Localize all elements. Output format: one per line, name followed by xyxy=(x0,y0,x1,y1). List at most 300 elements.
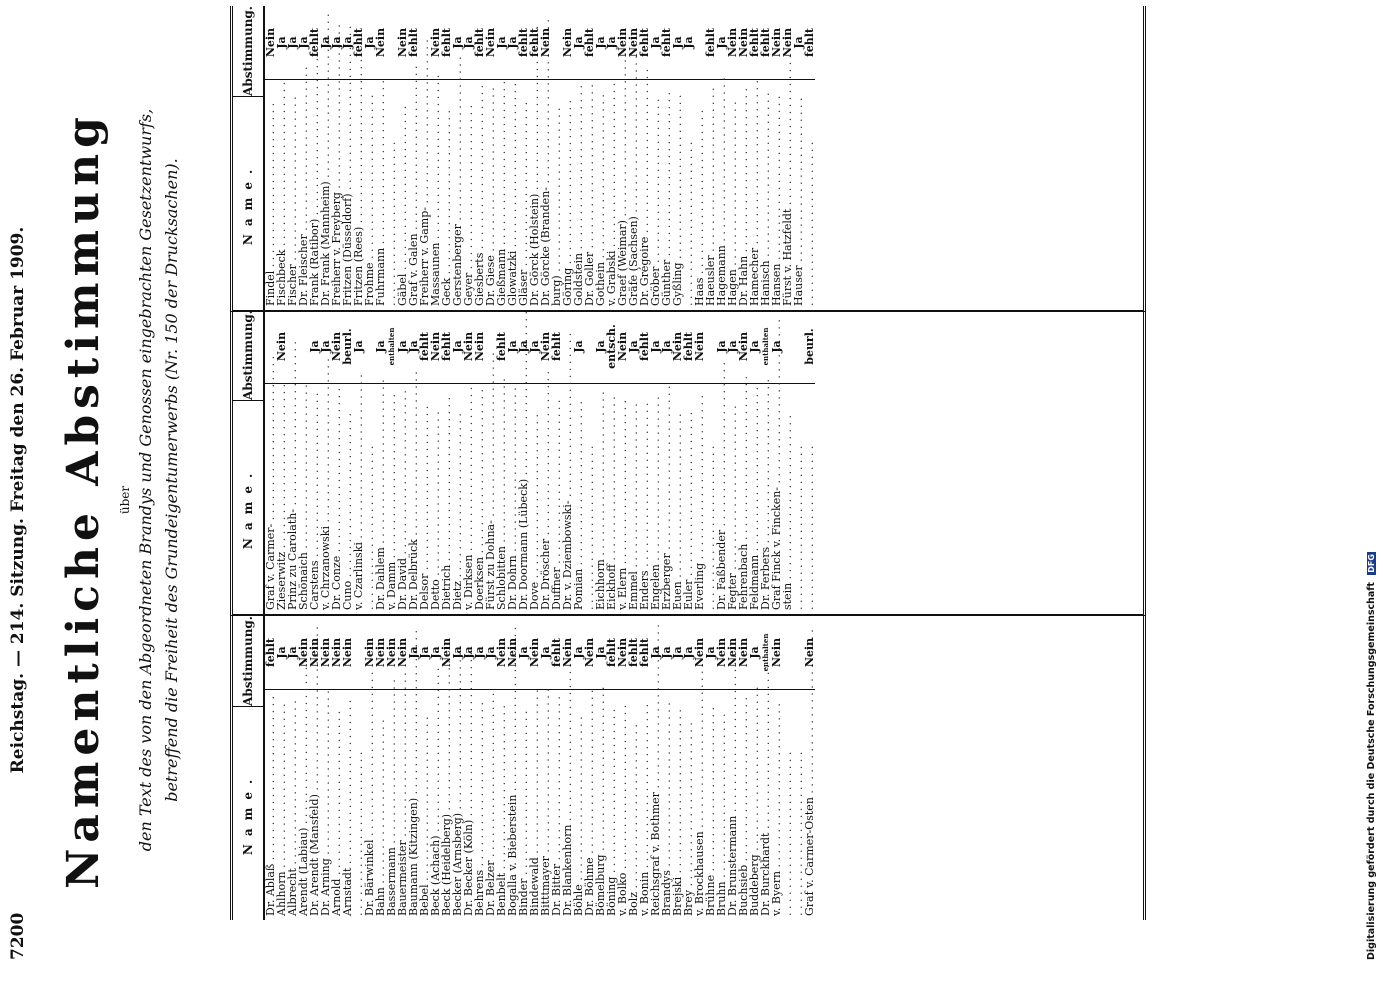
vote-value: Ja xyxy=(726,340,739,353)
member-name: Delsor . . . xyxy=(419,383,430,614)
vote-value: Nein xyxy=(473,331,486,362)
member-name: Gießmann . . . xyxy=(496,79,507,310)
member-name: Arnold . . . xyxy=(331,689,342,920)
page-title: Namentliche Abstimmung xyxy=(58,111,109,889)
member-name xyxy=(804,383,815,614)
member-name: Fuhrmann . . . xyxy=(375,79,386,310)
member-name: Dr. Dahlem . . . xyxy=(375,383,386,614)
vote-value: Nein xyxy=(330,331,343,362)
member-name: Graf Finck v. Fincken- . . . xyxy=(771,383,782,614)
member-name: Duffner . . . xyxy=(551,383,562,614)
member-name: Bauermeister . . . xyxy=(397,689,408,920)
vote-value: enthalten xyxy=(761,633,770,672)
vote-value: fehlt xyxy=(682,332,695,361)
vote-value: Nein xyxy=(627,27,640,58)
member-name: Prinz zu Carolath- . . . xyxy=(287,383,298,614)
vote-value: fehlt xyxy=(308,28,321,57)
page-number: 7200 xyxy=(8,912,28,960)
vote-rows xyxy=(265,616,815,920)
vote-value: Ja xyxy=(341,36,354,49)
member-name: Dr. Burckhardt . . . xyxy=(760,689,771,920)
member-name: v. Brockhausen . . . xyxy=(694,689,705,920)
vote-value: Ja xyxy=(363,36,376,49)
vote-value: Nein xyxy=(803,637,816,668)
vote-value: Ja xyxy=(671,646,684,659)
member-name: Hauser . . . xyxy=(793,79,804,310)
member-name: Bassermann . . . xyxy=(386,689,397,920)
vote-rows xyxy=(265,310,815,614)
member-name: Goldstein . . . xyxy=(573,79,584,310)
vote-value: fehlt xyxy=(517,28,530,57)
vote-value: Nein xyxy=(671,331,684,362)
member-name: Arnstadt . . . xyxy=(342,689,353,920)
vote-value: Nein xyxy=(539,27,552,58)
vote-column-3 xyxy=(230,6,1146,312)
vote-value: fehlt xyxy=(495,332,508,361)
member-name: Brejski . . . xyxy=(672,689,683,920)
member-name: Dr. Bitter . . . xyxy=(551,689,562,920)
vote-value: Nein xyxy=(737,27,750,58)
member-name: Enders . . . xyxy=(639,383,650,614)
member-name: Eickhoff . . . xyxy=(606,383,617,614)
vote-value: fehlt xyxy=(440,332,453,361)
member-name: Frank (Ratibor) . . . xyxy=(309,79,320,310)
member-name: Graf v. Carmer-Osten . . . xyxy=(804,689,815,920)
vote-value: Nein xyxy=(495,637,508,668)
column-header xyxy=(233,6,265,310)
vote-value: Nein xyxy=(330,637,343,668)
vote-value: entsch. xyxy=(605,324,618,369)
member-name: Haas . . . xyxy=(694,79,705,310)
vote-value: Nein xyxy=(275,331,288,362)
member-name: Gläser . . . xyxy=(518,79,529,310)
member-name: Detto . . . xyxy=(430,383,441,614)
member-name: Dr. Goller . . . xyxy=(584,79,595,310)
member-name: Haeusler . . . xyxy=(705,79,716,310)
member-name: Bruhn . . . xyxy=(716,689,727,920)
vote-value: Nein xyxy=(374,637,387,668)
vote-value: fehlt xyxy=(748,28,761,57)
member-name: Fürst v. Hatzfeldt . . . xyxy=(782,79,793,310)
vote-value: Ja xyxy=(572,646,585,659)
vote-value: Ja xyxy=(297,36,310,49)
member-name: burg) . . . xyxy=(551,79,562,310)
table-row xyxy=(804,6,815,310)
vote-value: fehlt xyxy=(550,638,563,667)
dfg-logo: DFG xyxy=(1367,554,1376,573)
column-header xyxy=(233,310,265,614)
vote-value: fehlt xyxy=(803,28,816,57)
member-name: Dr. Dröscher . . . xyxy=(540,383,551,614)
vote-value: Nein xyxy=(693,637,706,668)
member-name: Dr. Frank (Mannheim) . . . xyxy=(320,79,331,310)
member-name: Dr. v. Dziembowski- . . . xyxy=(562,383,573,614)
vote-value: Nein xyxy=(726,637,739,668)
vote-value: Ja xyxy=(649,36,662,49)
member-name: Dr. Hahn . . . xyxy=(738,79,749,310)
vote-value: fehlt xyxy=(407,28,420,57)
vote-value: Ja xyxy=(506,340,519,353)
vote-value: Nein xyxy=(264,27,277,58)
column-header xyxy=(233,616,265,920)
member-name: Böning . . . xyxy=(606,689,617,920)
member-name: Graf v. Galen . . . xyxy=(408,79,419,310)
vote-value: Ja xyxy=(594,646,607,659)
member-name: Dr. Arning . . . xyxy=(320,689,331,920)
vote-value: Nein xyxy=(319,637,332,668)
vote-value: Nein xyxy=(385,637,398,668)
member-name: Zieserwitz . . . xyxy=(276,383,287,614)
member-name: Dr. Dohrn . . . xyxy=(507,383,518,614)
vote-value: Nein xyxy=(770,27,783,58)
member-name: Dr. Bärwinkel . . . xyxy=(364,689,375,920)
vote-value xyxy=(782,616,793,689)
member-name: Geyer . . . xyxy=(463,79,474,310)
member-name: Euen . . . xyxy=(672,383,683,614)
vote-value: Ja xyxy=(462,646,475,659)
member-name: Hagemann . . . xyxy=(716,79,727,310)
member-name: Dr. Ablaß . . . xyxy=(265,689,276,920)
table-row xyxy=(804,310,815,614)
member-name: Beck (Achach) . . . xyxy=(430,689,441,920)
vote-value: Ja xyxy=(451,340,464,353)
vote-header: Abstimmung. xyxy=(241,616,255,706)
vote-value: Nein xyxy=(539,331,552,362)
vote-rows xyxy=(265,6,815,310)
vote-value: Nein xyxy=(506,637,519,668)
vote-value: Ja xyxy=(418,646,431,659)
vote-value: Ja xyxy=(770,340,783,353)
member-name: Hanisch . . . xyxy=(760,79,771,310)
ueber-label: über xyxy=(118,485,132,515)
member-name: Gothein . . . xyxy=(595,79,606,310)
vote-value: Nein xyxy=(737,637,750,668)
vote-value: Nein xyxy=(737,331,750,362)
member-name: Ahlhorn . . . xyxy=(276,689,287,920)
member-name: Euler . . . xyxy=(683,383,694,614)
member-name: Becker (Arnsberg) . . . xyxy=(452,689,463,920)
member-name: Fritzen (Rees) . . . xyxy=(353,79,364,310)
vote-value: Ja xyxy=(682,36,695,49)
member-name: Reichsgraf v. Bothmer . . . xyxy=(650,689,661,920)
member-name: Brühne . . . xyxy=(705,689,716,920)
member-name: Eichhorn . . . xyxy=(595,383,606,614)
member-name: Massaunen . . . xyxy=(430,79,441,310)
member-name: Feldmann . . . xyxy=(749,383,760,614)
vote-value: Nein xyxy=(770,637,783,668)
member-name: Gyßling . . . xyxy=(672,79,683,310)
member-name: Graf v. Carmer- . . . xyxy=(265,383,276,614)
vote-header: Abstimmung. xyxy=(241,6,255,96)
vote-value: Ja xyxy=(627,340,640,353)
vote-value: Nein xyxy=(341,637,354,668)
vote-value xyxy=(782,310,793,383)
member-name: Arendt (Labiau) . . . xyxy=(298,689,309,920)
member-name: Dr. Becker (Köln) . . . xyxy=(463,689,474,920)
member-name: Bahn . . . xyxy=(375,689,386,920)
member-name: stein . . . xyxy=(782,383,793,614)
member-name: Dr. Ferbers . . . xyxy=(760,383,771,614)
member-name: Dr. Görck (Holstein) . . . xyxy=(529,79,540,310)
vote-value: Ja xyxy=(396,340,409,353)
vote-value: Ja xyxy=(715,340,728,353)
member-name xyxy=(804,79,815,310)
vote-value: Ja xyxy=(517,340,530,353)
vote-value: beurl. xyxy=(341,328,354,365)
vote-value: Nein xyxy=(396,637,409,668)
member-name: Schönaich . . . xyxy=(298,383,309,614)
member-name: Emmel . . . xyxy=(628,383,639,614)
vote-value: Ja xyxy=(473,646,486,659)
member-name: Hamecher . . . xyxy=(749,79,760,310)
vote-value: Nein xyxy=(561,637,574,668)
vote-value: Ja xyxy=(715,36,728,49)
member-name: Dove . . . xyxy=(529,383,540,614)
member-name: Benbelt . . . xyxy=(496,689,507,920)
vote-value: enthalten xyxy=(387,327,396,366)
running-header xyxy=(8,40,38,960)
vote-value: Ja xyxy=(594,36,607,49)
vote-value: Nein xyxy=(781,27,794,58)
member-name: Dr. Giese . . . xyxy=(485,79,496,310)
vote-value: Ja xyxy=(352,340,365,353)
subtitle-line-1: den Text des von den Abgeordneten Brandys und Genossen eingebrachten Gesetzentwurfs, xyxy=(136,108,155,852)
member-name: Dr. Faßbender . . . xyxy=(716,383,727,614)
member-name: v. Chrzanowski . . . xyxy=(320,383,331,614)
vote-value: Ja xyxy=(286,646,299,659)
vote-value: Nein xyxy=(297,637,310,668)
member-name: Dr. Fleischer . . . xyxy=(298,79,309,310)
vote-value: fehlt xyxy=(638,638,651,667)
member-name: Hagen . . . xyxy=(727,79,738,310)
member-name: v. Dirksen . . . xyxy=(463,383,474,614)
member-name: Günther . . . xyxy=(661,79,672,310)
member-name: Brandys . . . xyxy=(661,689,672,920)
member-name: Bömelburg . . . xyxy=(595,689,606,920)
vote-value: Ja xyxy=(506,36,519,49)
member-name: Binder . . . xyxy=(518,689,529,920)
vote-value: Ja xyxy=(594,340,607,353)
vote-value: Ja xyxy=(275,36,288,49)
vote-value: Nein xyxy=(396,27,409,58)
session-line: Reichstag. — 214. Sitzung. Freitag den 26. Februar 1909. xyxy=(8,226,28,774)
vote-value: fehlt xyxy=(264,638,277,667)
member-name: Baumann (Kitzingen) . . . xyxy=(408,689,419,920)
member-name: Glowatzki . . . xyxy=(507,79,518,310)
member-name: Buddeberg . . . xyxy=(749,689,760,920)
vote-value: Nein xyxy=(484,27,497,58)
member-name: v. Bolko . . . xyxy=(617,689,628,920)
vote-value xyxy=(287,310,298,383)
vote-value: fehlt xyxy=(759,28,772,57)
subtitle-line-2: betreffend die Freiheit des Grundeigentumerwerbs (Nr. 150 der Drucksachen). xyxy=(162,158,181,802)
vote-value: Ja xyxy=(286,36,299,49)
vote-value: Nein xyxy=(374,27,387,58)
member-name: Buchsieb . . . xyxy=(738,689,749,920)
member-name: v. Grabski . . . xyxy=(606,79,617,310)
member-name: Freiherr v. Freyberg . . . xyxy=(331,79,342,310)
member-name: Hansen . . . xyxy=(771,79,782,310)
member-name: Cuno . . . xyxy=(342,383,353,614)
member-name: Gäbel . . . xyxy=(397,79,408,310)
vote-value: fehlt xyxy=(638,28,651,57)
member-name: Dr. Grégoire . . . xyxy=(639,79,650,310)
member-name: Bindewald . . . xyxy=(529,689,540,920)
vote-value: fehlt xyxy=(352,28,365,57)
member-name: Beck (Heidelberg) . . . xyxy=(441,689,452,920)
member-name: Dr. David . . . xyxy=(397,383,408,614)
member-name: Bebel . . . xyxy=(419,689,430,920)
member-name: Gröber . . . xyxy=(650,79,661,310)
member-name: Dr. Böhme . . . xyxy=(584,689,595,920)
member-name: v. Elern . . . xyxy=(617,383,628,614)
vote-value: Ja xyxy=(671,36,684,49)
member-name: Carstens . . . xyxy=(309,383,320,614)
member-name: Dr. Belzer . . . xyxy=(485,689,496,920)
member-name: Engelen . . . xyxy=(650,383,661,614)
member-name: Fürst zu Dohna- . . . xyxy=(485,383,496,614)
vote-value: Nein xyxy=(308,637,321,668)
member-name: v. Czarlinski . . . xyxy=(353,383,364,614)
member-name: Göring . . . xyxy=(562,79,573,310)
vote-value: Ja xyxy=(572,340,585,353)
vote-value: Ja xyxy=(308,340,321,353)
member-name: Bitttmayer . . . xyxy=(540,689,551,920)
member-name: Erzberger . . . xyxy=(661,383,672,614)
vote-value: Nein xyxy=(440,637,453,668)
vote-column-1 xyxy=(230,616,1146,920)
member-name: Dr. Brunstermann . . . xyxy=(727,689,738,920)
vote-value: Ja xyxy=(407,646,420,659)
vote-value: fehlt xyxy=(704,28,717,57)
vote-value: Ja xyxy=(319,340,332,353)
vote-value: fehlt xyxy=(440,28,453,57)
member-name: Giesberts . . . xyxy=(474,79,485,310)
vote-value: fehlt xyxy=(528,28,541,57)
vote-value: Nein xyxy=(462,331,475,362)
vote-value: Nein xyxy=(583,637,596,668)
vote-value: fehlt xyxy=(638,332,651,361)
member-name: Gerstenberger . . . xyxy=(452,79,463,310)
vote-value: Nein xyxy=(715,637,728,668)
vote-value: Ja xyxy=(748,646,761,659)
member-name: Geck . . . xyxy=(441,79,452,310)
member-name: Dr. Arendt (Mansfeld) . . . xyxy=(309,689,320,920)
vote-value: Nein xyxy=(616,331,629,362)
vote-value: Ja xyxy=(704,646,717,659)
member-name: Fehrenbach . . . xyxy=(738,383,749,614)
member-name: v. Bonin . . . xyxy=(639,689,650,920)
vote-value: Ja xyxy=(319,36,332,49)
member-name: Graef (Weimar) . . . xyxy=(617,79,628,310)
vote-value: enthalten xyxy=(761,327,770,366)
member-name: Bogalla v. Bieberstein . . . xyxy=(507,689,518,920)
member-name: Everling . . . xyxy=(694,383,705,614)
member-name: Fegter . . . xyxy=(727,383,738,614)
member-name: Dietz . . . xyxy=(452,383,463,614)
name-header: Name. xyxy=(233,96,263,310)
member-name: Dr. Conze . . . xyxy=(331,383,342,614)
member-name: Dr. Görcke (Branden- . . . xyxy=(540,79,551,310)
vote-value: Ja xyxy=(451,36,464,49)
member-name: Freiherr v. Gamp- . . . xyxy=(419,79,430,310)
digitization-credit xyxy=(1366,0,1377,960)
name-header: Name. xyxy=(233,400,263,614)
vote-column-2 xyxy=(230,310,1146,616)
vote-value: Ja xyxy=(484,646,497,659)
member-name: Brey . . . xyxy=(683,689,694,920)
vote-value: Nein xyxy=(693,331,706,362)
vote-value: Nein xyxy=(726,27,739,58)
member-name: Gräfe (Sachsen) . . . xyxy=(628,79,639,310)
vote-value: Nein xyxy=(561,27,574,58)
vote-value: Ja xyxy=(374,340,387,353)
vote-value: Ja xyxy=(462,36,475,49)
vote-value: Ja xyxy=(572,36,585,49)
table-row xyxy=(804,616,815,920)
credit-text: Digitalisierung gefördert durch die Deutsche Forschungsgemeinschaft xyxy=(1366,582,1377,960)
vote-value: fehlt xyxy=(550,332,563,361)
member-name: v. Byern . . . xyxy=(771,689,782,920)
member-name: Dr. Doormann (Lübeck) . . . xyxy=(518,383,529,614)
vote-value: Ja xyxy=(275,646,288,659)
member-name: Findel . . . xyxy=(265,79,276,310)
vote-value: Nein xyxy=(429,27,442,58)
vote-value: Ja xyxy=(660,340,673,353)
vote-value: Nein xyxy=(616,27,629,58)
vote-value: Ja xyxy=(660,646,673,659)
vote-value: Ja xyxy=(539,646,552,659)
member-name: Albrecht . . . xyxy=(287,689,298,920)
vote-value: Ja xyxy=(682,646,695,659)
vote-value: fehlt xyxy=(627,638,640,667)
vote-value: Ja xyxy=(649,340,662,353)
member-name: Frohme . . . xyxy=(364,79,375,310)
vote-value: Ja xyxy=(748,340,761,353)
vote-value: Nein xyxy=(429,331,442,362)
member-name: Bolz . . . xyxy=(628,689,639,920)
member-name: Fischbeck . . . xyxy=(276,79,287,310)
member-name: Behrens . . . xyxy=(474,689,485,920)
vote-value: Ja xyxy=(429,646,442,659)
member-name: Doerksen . . . xyxy=(474,383,485,614)
vote-value: Ja xyxy=(792,36,805,49)
vote-value: Ja xyxy=(495,36,508,49)
member-name: Dr. Blankenhorn . . . xyxy=(562,689,573,920)
member-name: v. Damm . . . xyxy=(386,383,397,614)
vote-value: Ja xyxy=(517,646,530,659)
member-name: Pomian . . . xyxy=(573,383,584,614)
vote-value: fehlt xyxy=(583,28,596,57)
vote-header: Abstimmung. xyxy=(241,310,255,400)
name-header: Name. xyxy=(233,706,263,920)
member-name: Dr. Delbrück . . . xyxy=(408,383,419,614)
vote-value: fehlt xyxy=(473,28,486,57)
member-name: Schlobitten . . . xyxy=(496,383,507,614)
member-name: Fischer . . . xyxy=(287,79,298,310)
vote-value: Ja xyxy=(407,340,420,353)
vote-value: Nein xyxy=(363,637,376,668)
vote-value: Ja xyxy=(330,36,343,49)
vote-value: Nein xyxy=(528,637,541,668)
vote-value: Ja xyxy=(451,646,464,659)
vote-value: fehlt xyxy=(605,638,618,667)
member-name: Böhle . . . xyxy=(573,689,584,920)
vote-value: fehlt xyxy=(660,28,673,57)
vote-value: Ja xyxy=(528,340,541,353)
member-name: Dietrich . . . xyxy=(441,383,452,614)
vote-value: fehlt xyxy=(418,332,431,361)
